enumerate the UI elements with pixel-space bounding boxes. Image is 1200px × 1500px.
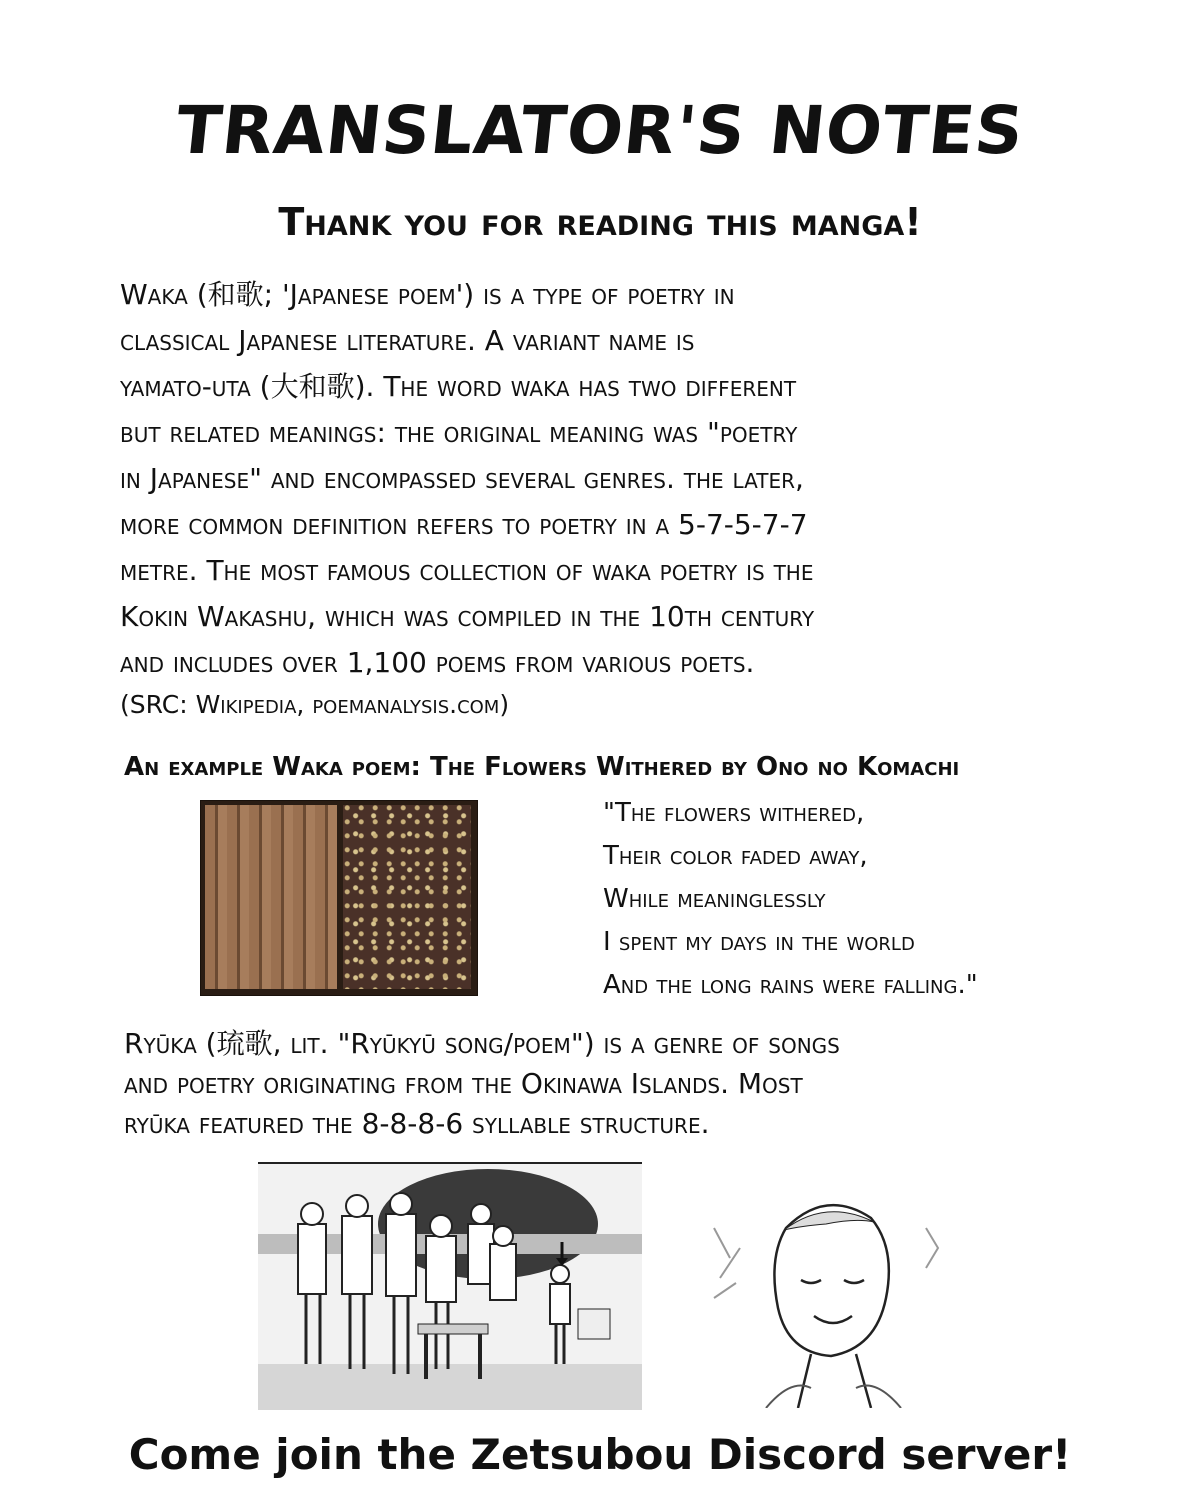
example-heading: An example Waka poem: The Flowers Withered by Ono no Komachi xyxy=(124,752,960,782)
waka-paragraph: Waka (和歌; 'Japanese poem') is a type of poetry in classical Japanese literature. A variant name is yamato-uta (大和歌). The word waka has two different but related meanings: the original meaning was "poetry in Japanese" and encompassed several genres. the later, more common definition refers to poetry in a 5-7-5-7-7 metre. The most famous collection of waka poetry is the Kokin Wakashu, which was compiled in the 10th century and includes over 1,100 poems from various poets. xyxy=(120,278,815,679)
source-citation: (SRC: Wikipedia, poemanalysis.com) xyxy=(120,690,510,719)
poem-line: While meaninglessly xyxy=(603,884,826,914)
discord-invite: Come join the Zetsubou Discord server! xyxy=(128,1430,1072,1479)
poem-line: Their color faded away, xyxy=(603,841,868,871)
book-left-page xyxy=(205,805,337,989)
crowd-illustration xyxy=(258,1164,642,1410)
poem-line: "The flowers withered, xyxy=(603,798,865,828)
manga-panel-portrait xyxy=(706,1188,944,1408)
page-title: TRANSLATOR'S NOTES xyxy=(172,92,1028,169)
poem-block xyxy=(603,792,978,1007)
poem-line: And the long rains were falling." xyxy=(603,970,978,1000)
poem-line: I spent my days in the world xyxy=(603,927,915,957)
page-subtitle: Thank you for reading this manga! xyxy=(278,200,922,244)
ryuka-paragraph: Ryūka (琉歌, lit. "Ryūkyū song/poem") is a genre of songs and poetry originating from the Okinawa Islands. Most ryūka featured the 8-8-8-6 syllable structure. xyxy=(124,1027,840,1140)
kokin-wakashu-book-image xyxy=(200,800,478,996)
book-right-page xyxy=(343,805,471,989)
manga-panel-crowd xyxy=(258,1162,642,1410)
smiling-man-illustration xyxy=(706,1188,944,1408)
